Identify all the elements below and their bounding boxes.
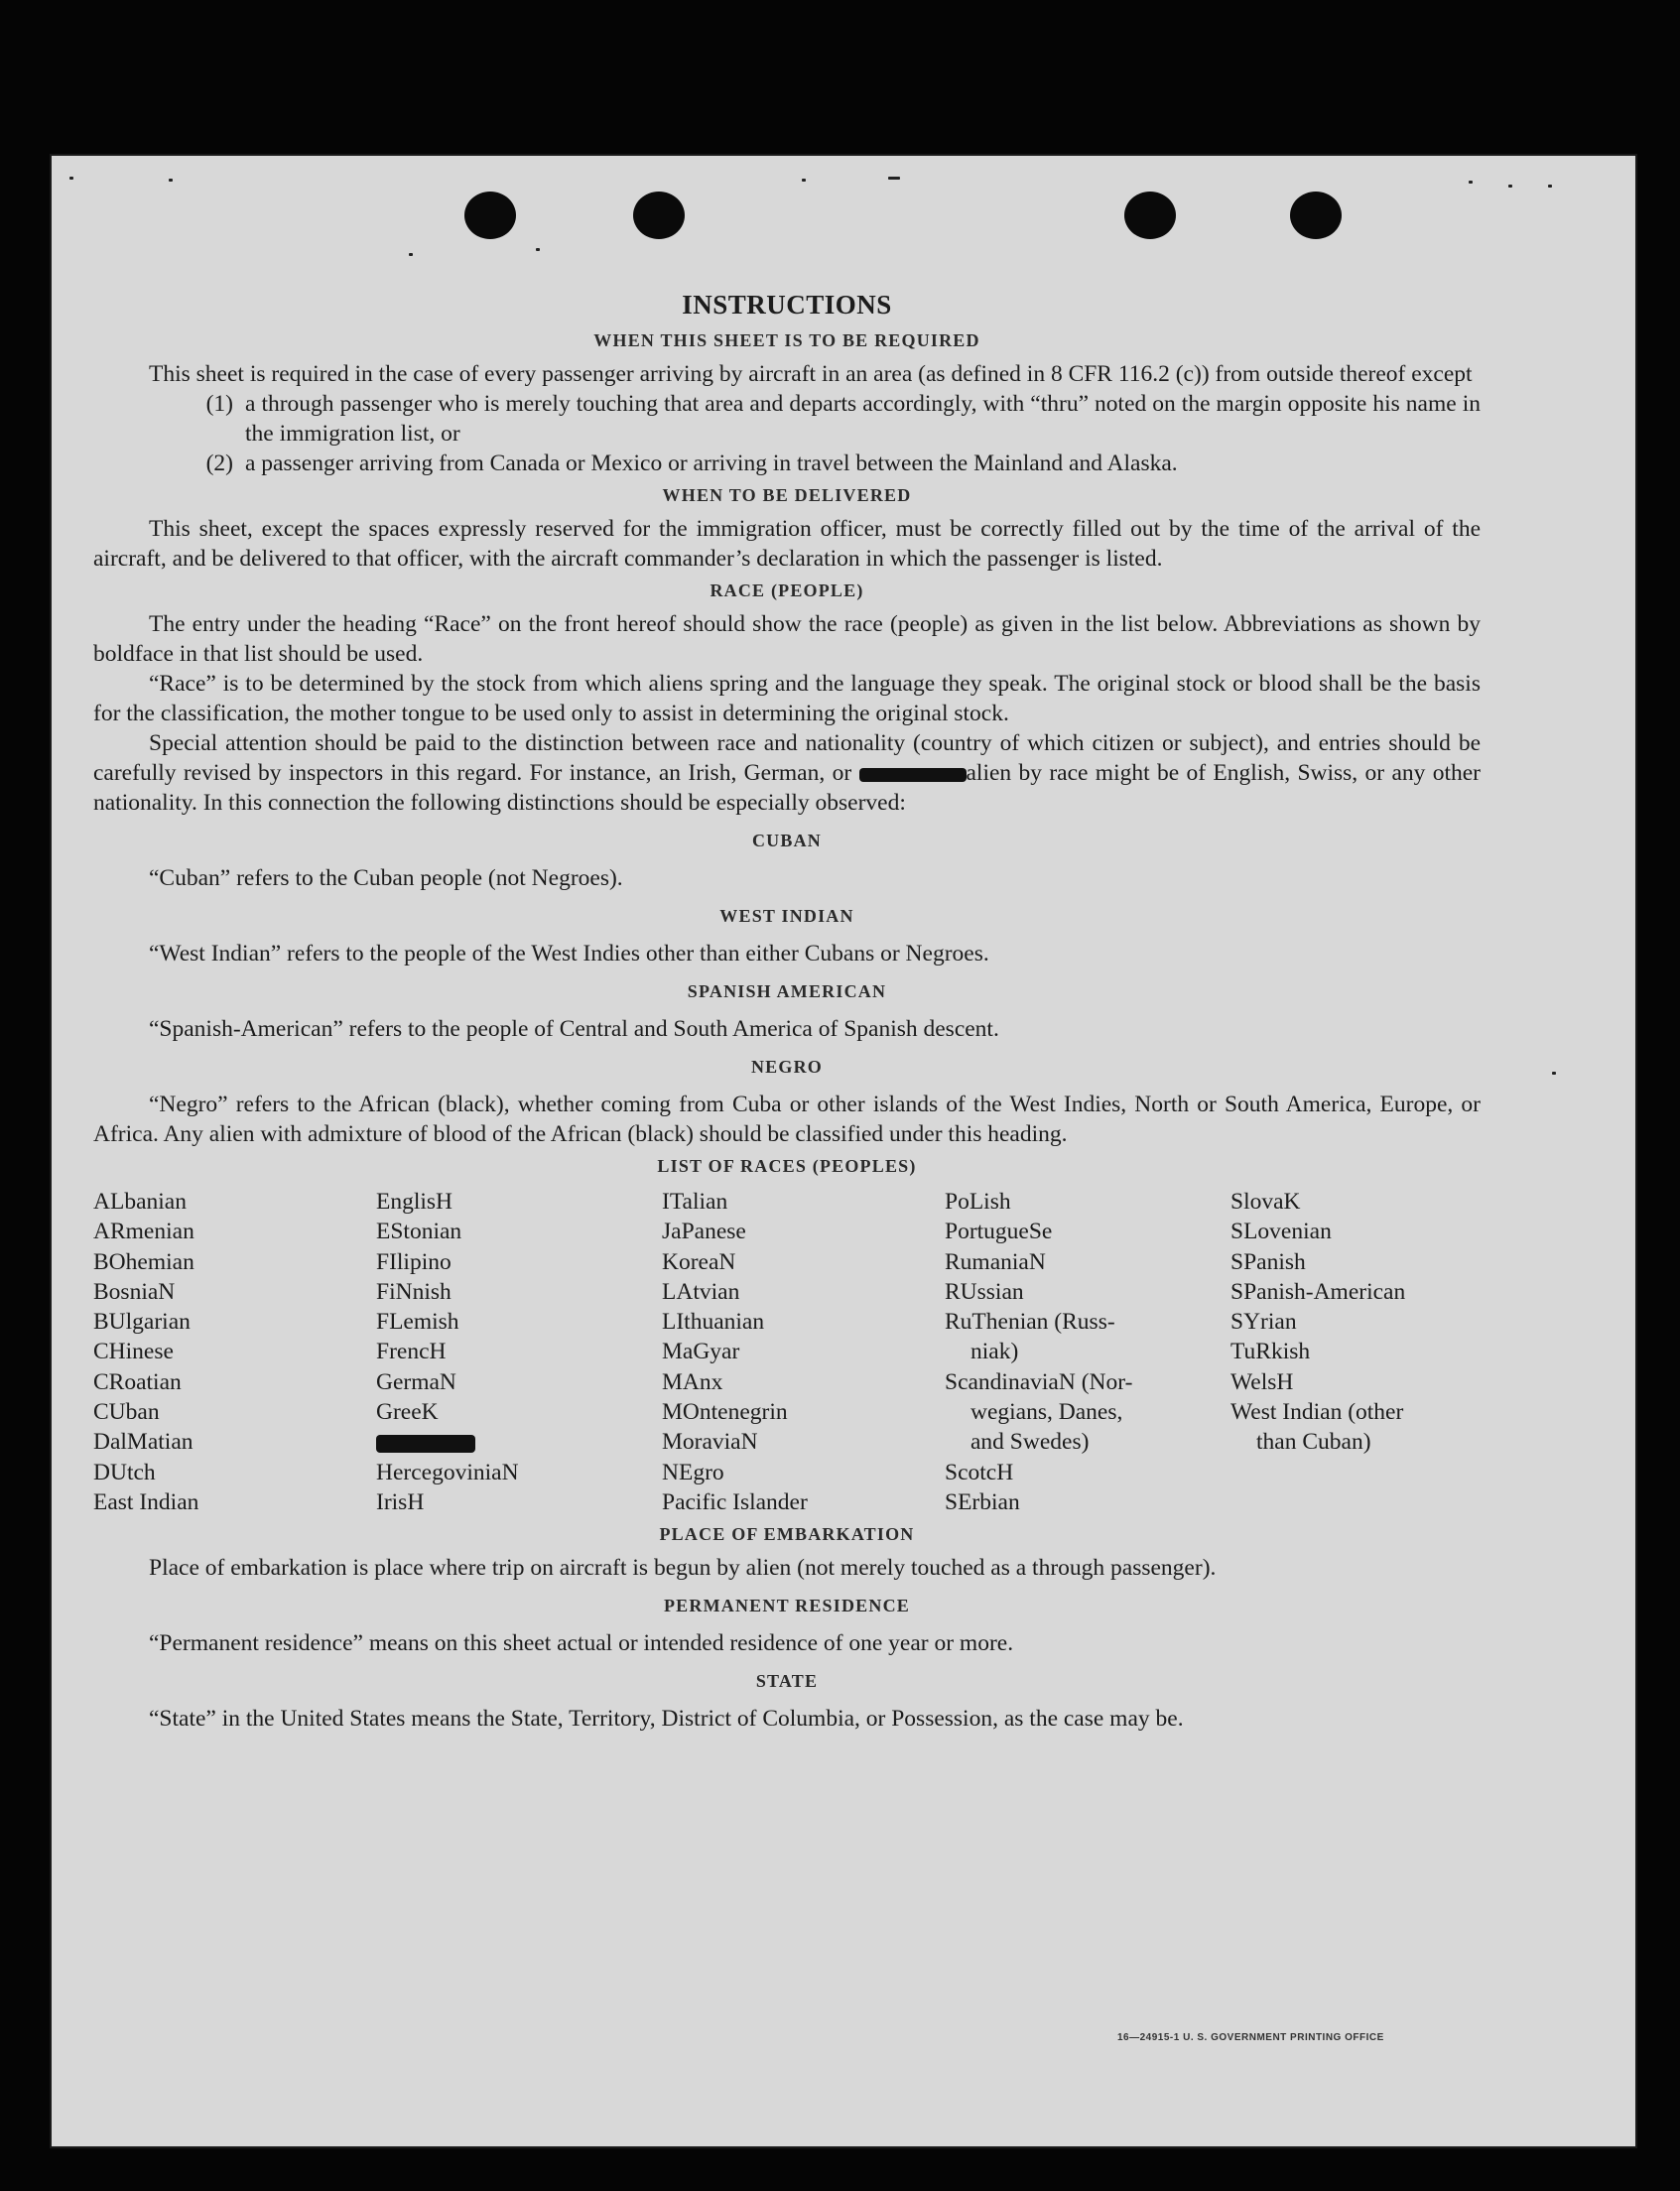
- punch-hole: [464, 192, 516, 239]
- race-list-item: and Swedes): [970, 1429, 1090, 1456]
- race-list-item: SLovenian: [1230, 1219, 1332, 1245]
- race-list-item: BUlgarian: [93, 1309, 191, 1336]
- exception-number: (1): [205, 391, 233, 417]
- page-title: INSTRUCTIONS: [682, 290, 892, 320]
- cuban-text: “Cuban” refers to the Cuban people (not Negroes).: [149, 865, 623, 891]
- section-heading-embarkation: PLACE OF EMBARKATION: [659, 1524, 915, 1545]
- west-indian-text: “West Indian” refers to the people of the West Indies other than either Cubans or Negroes.: [149, 941, 989, 967]
- race-list-item: SlovaK: [1230, 1189, 1301, 1215]
- race-paragraph-3b: alien by race might be of English, Swiss, or any other nationality. In this connection the following distinctions should be especially observed:: [93, 760, 1481, 816]
- section-heading-spanish-american: SPANISH AMERICAN: [687, 981, 887, 1001]
- race-list-column: [662, 1187, 945, 1517]
- race-list-item: MAnx: [662, 1368, 723, 1395]
- section-heading-west-indian: WEST INDIAN: [719, 906, 854, 926]
- race-list-item: ITalian: [662, 1189, 728, 1215]
- spanish-american-text: “Spanish-American” refers to the people of Central and South America of Spanish descent.: [149, 1016, 999, 1042]
- race-paragraph-2: “Race” is to be determined by the stock from which aliens spring and the language they speak. The original stock or blood shall be the basis for the classification, the mother tongue to be used only to assist in determining the original stock.: [93, 671, 1481, 726]
- scan-speck: [169, 179, 173, 182]
- race-list-item: ScandinaviaN (Nor-: [945, 1368, 1133, 1395]
- race-list-item: SPanish-American: [1230, 1278, 1406, 1305]
- race-list-item: BosniaN: [93, 1278, 176, 1305]
- exception-item: [93, 449, 1481, 478]
- race-list: [93, 1187, 1481, 1517]
- race-list-item: MOntenegrin: [662, 1399, 788, 1426]
- race-list-item: FLemish: [376, 1309, 459, 1336]
- race-list-column: [1230, 1187, 1481, 1517]
- punch-hole: [1290, 192, 1342, 239]
- scan-speck: [69, 177, 73, 180]
- state-text: “State” in the United States means the State, Territory, District of Columbia, or Possession, as the case may be.: [149, 1706, 1184, 1733]
- race-list-item: PortugueSe: [945, 1219, 1053, 1245]
- race-list-item: FIlipino: [376, 1248, 452, 1275]
- race-list-item: LIthuanian: [662, 1309, 765, 1336]
- race-list-item: JaPanese: [662, 1219, 746, 1245]
- race-paragraph-1: The entry under the heading “Race” on the front hereof should show the race (people) as given in the list below. Abbreviations as shown by boldface in that list should be used.: [93, 611, 1481, 667]
- redaction-mark: [376, 1435, 475, 1453]
- section-heading-residence: PERMANENT RESIDENCE: [663, 1596, 910, 1616]
- section-heading-race-list: LIST OF RACES (PEOPLES): [657, 1156, 917, 1176]
- scan-speck: [888, 177, 900, 180]
- race-list-item: FrencH: [376, 1339, 447, 1365]
- section-heading-delivered: WHEN TO BE DELIVERED: [662, 485, 912, 505]
- printer-imprint: 16—24915-1 U. S. GOVERNMENT PRINTING OFFICE: [1117, 2032, 1384, 2043]
- race-list-item: East Indian: [93, 1488, 199, 1515]
- race-list-item: CHinese: [93, 1339, 174, 1365]
- scan-speck: [536, 248, 540, 251]
- exception-number: (2): [205, 451, 233, 476]
- race-list-item: EStonian: [376, 1219, 462, 1245]
- scan-speck: [1469, 181, 1473, 184]
- race-list-item: ScotcH: [945, 1459, 1014, 1485]
- race-list-item: MaGyar: [662, 1339, 740, 1365]
- section-heading-race: RACE (PEOPLE): [710, 580, 864, 600]
- scan-speck: [802, 179, 806, 182]
- punch-hole: [1124, 192, 1176, 239]
- race-list-item: TuRkish: [1230, 1339, 1311, 1365]
- delivered-text: This sheet, except the spaces expressly reserved for the immigration officer, must be correctly filled out by the time of the arrival of the aircraft, and be delivered to that officer, with the aircraft commander’s declaration in which the passenger is listed.: [93, 516, 1481, 572]
- race-list-item: HercegoviniaN: [376, 1459, 519, 1485]
- race-list-item: LAtvian: [662, 1278, 740, 1305]
- redaction-mark: [859, 768, 967, 782]
- race-list-item: Pacific Islander: [662, 1488, 808, 1515]
- race-list-item: SErbian: [945, 1488, 1020, 1515]
- race-list-item: West Indian (other: [1230, 1399, 1404, 1426]
- race-list-column: [376, 1187, 662, 1517]
- race-list-item: ALbanian: [93, 1189, 187, 1215]
- punch-hole: [633, 192, 685, 239]
- race-list-item: KoreaN: [662, 1248, 736, 1275]
- race-list-item: FiNnish: [376, 1278, 452, 1305]
- section-heading-negro: NEGRO: [750, 1057, 823, 1077]
- scan-speck: [409, 253, 413, 256]
- race-list-item: RumaniaN: [945, 1248, 1046, 1275]
- race-list-item: NEgro: [662, 1459, 724, 1485]
- race-list-item: RUssian: [945, 1278, 1024, 1305]
- race-list-item: niak): [970, 1339, 1019, 1365]
- race-list-item: GreeK: [376, 1399, 439, 1426]
- instructions-text: [93, 290, 1481, 1734]
- race-list-item: GermaN: [376, 1368, 456, 1395]
- section-heading-cuban: CUBAN: [751, 831, 822, 850]
- race-list-item: MoraviaN: [662, 1429, 758, 1456]
- race-list-item: RuThenian (Russ-: [945, 1309, 1115, 1336]
- race-list-item: DalMatian: [93, 1429, 194, 1456]
- exception-text: a through passenger who is merely touching that area and departs accordingly, with “thru” noted on the margin opposite his name in the immigration list, or: [245, 391, 1481, 447]
- scan-speck: [1552, 1072, 1556, 1075]
- negro-text: “Negro” refers to the African (black), whether coming from Cuba or other islands of the West Indies, North or South America, Europe, or Africa. Any alien with admixture of blood of the African (black) should be classified under this heading.: [93, 1092, 1481, 1147]
- exception-text: a passenger arriving from Canada or Mexico or arriving in travel between the Mainland and Alaska.: [245, 451, 1178, 476]
- race-list-item: CUban: [93, 1399, 160, 1426]
- section-heading-required: WHEN THIS SHEET IS TO BE REQUIRED: [593, 330, 980, 350]
- race-list-column: [93, 1187, 376, 1517]
- race-list-item: WelsH: [1230, 1368, 1294, 1395]
- race-list-item: CRoatian: [93, 1368, 182, 1395]
- required-intro: This sheet is required in the case of every passenger arriving by aircraft in an area (as defined in 8 CFR 116.2 (c)) from outside thereof except: [149, 361, 1473, 387]
- race-list-item: ARmenian: [93, 1219, 194, 1245]
- race-list-item: IrisH: [376, 1488, 425, 1515]
- exception-item: [93, 389, 1481, 449]
- race-list-item: SYrian: [1230, 1309, 1297, 1336]
- race-list-item: SPanish: [1230, 1248, 1306, 1275]
- race-list-item: PoLish: [945, 1189, 1011, 1215]
- race-list-item: [376, 1427, 662, 1457]
- scan-speck: [1548, 185, 1552, 188]
- section-heading-state: STATE: [755, 1671, 819, 1692]
- scan-speck: [1508, 185, 1512, 188]
- race-paragraph-3: [93, 728, 1481, 818]
- race-list-item: BOhemian: [93, 1248, 194, 1275]
- race-paragraph-3a: Special attention should be paid to the distinction between race and nationality (country of which citizen or subject), and entries should be carefully revised by inspectors in this regard. For instance, an Irish, German, or: [93, 730, 1481, 786]
- race-list-item: wegians, Danes,: [970, 1399, 1123, 1426]
- race-list-item: DUtch: [93, 1459, 156, 1485]
- race-list-column: [945, 1187, 1230, 1517]
- embarkation-text: Place of embarkation is place where trip on aircraft is begun by alien (not merely touched as a through passenger).: [149, 1555, 1217, 1582]
- race-list-item: than Cuban): [1256, 1429, 1371, 1456]
- race-list-item: EnglisH: [376, 1189, 453, 1215]
- residence-text: “Permanent residence” means on this sheet actual or intended residence of one year or more.: [149, 1630, 1014, 1657]
